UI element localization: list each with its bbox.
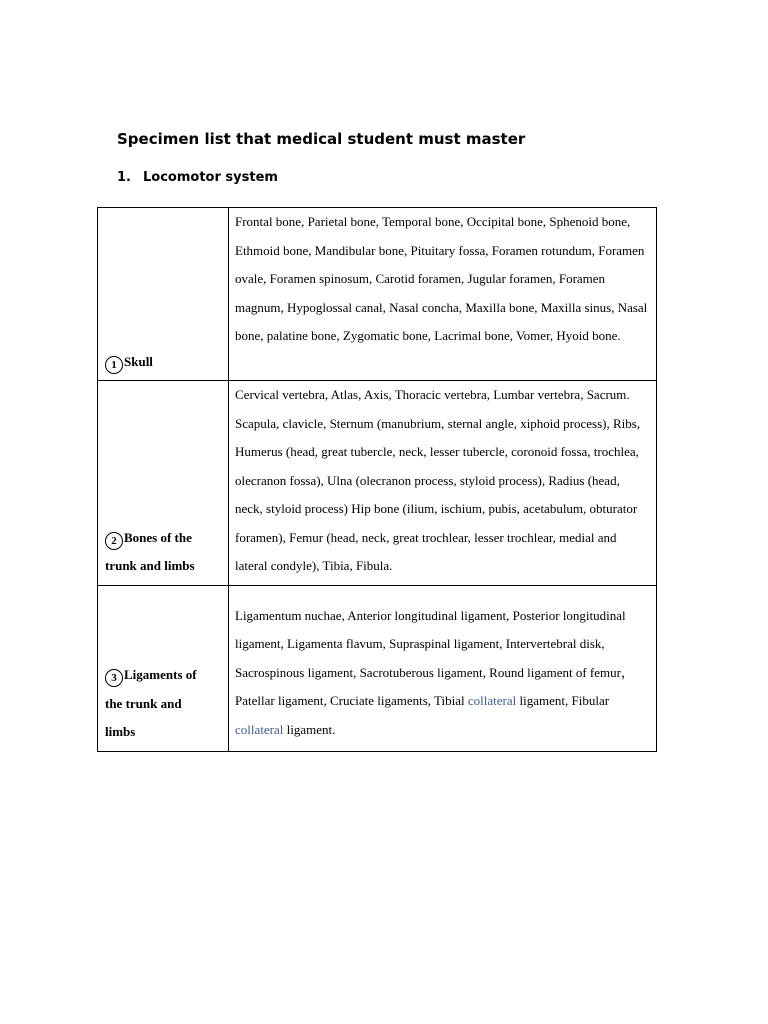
specimen-table — [97, 207, 657, 752]
section-number: 1. — [117, 170, 131, 185]
collateral-link-word-2: collateral — [235, 721, 284, 737]
category-label-line-3: limbs — [105, 724, 136, 739]
category-label-line-2: the trunk and — [105, 695, 182, 711]
collateral-link-word-1: collateral — [467, 693, 517, 708]
items-cell — [229, 208, 657, 381]
circled-number-1: 1 — [105, 356, 123, 374]
category-label-line-1: Bones of the — [124, 529, 192, 545]
items-text: Cervical vertebra, Atlas, Axis, Thoracic vertebra, Lumbar vertebra, Sacrum. Scapula, clavicle, Sternum (manubrium, sternal angle, xiphoid process), Ribs, Humerus (head, great tubercle, neck, lesser tubercle, coronoid fossa, trochlea, olecranon fossa), Ulna (olecranon process, styloid process), Radius (head, neck, styloid process) Hip bone (ilium, ischium, pubis, acetabulum, obturator foramen), Femur (head, neck, great trochlear, lesser trochlear, medial and lateral condyle), Tibia, Fibula. — [235, 387, 641, 573]
document-title: Specimen list that medical student must master — [117, 130, 526, 148]
items-cell — [229, 381, 657, 586]
category-cell — [98, 208, 229, 381]
table-row — [98, 208, 657, 381]
category-cell — [98, 381, 229, 586]
circled-number-2: 2 — [105, 532, 123, 550]
category-cell — [98, 585, 229, 751]
table-row — [98, 381, 657, 586]
category-label: Skull — [124, 353, 153, 369]
category-label-line-2: trunk and limbs — [105, 558, 195, 573]
category-label-line-1: Ligaments of — [124, 667, 197, 682]
items-text: Frontal bone, Parietal bone, Temporal bone, Occipital bone, Sphenoid bone, Ethmoid bone, Mandibular bone, Pituitary fossa, Foramen rotundum, Foramen ovale, Foramen spinosum, Carotid foramen, Jugular foramen, Foramen magnum, Hypoglossal canal, Nasal concha, Maxilla bone, Maxilla sinus, Nasal bone, palatine bone, Zygomatic bone, Lacrimal bone, Vomer, Hyoid bone. — [235, 214, 648, 343]
table-row — [98, 585, 657, 751]
items-cell — [229, 585, 657, 751]
items-text-part-1: Ligamentum nuchae, Anterior longitudinal ligament, Posterior longitudinal ligament, Ligamenta flavum, Supraspinal ligament, Intervertebral disk, Sacrospinous ligament, Sacrotuberous ligament, Round ligament of femur，Patellar ligament, Cruciate ligaments, Tibial — [235, 607, 634, 708]
items-text-part-2: ligament, Fibular — [516, 693, 610, 708]
section-heading — [117, 168, 278, 188]
circled-number-3: 3 — [105, 669, 123, 687]
section-label: Locomotor system — [143, 170, 278, 185]
items-text-part-3: ligament. — [283, 721, 336, 737]
